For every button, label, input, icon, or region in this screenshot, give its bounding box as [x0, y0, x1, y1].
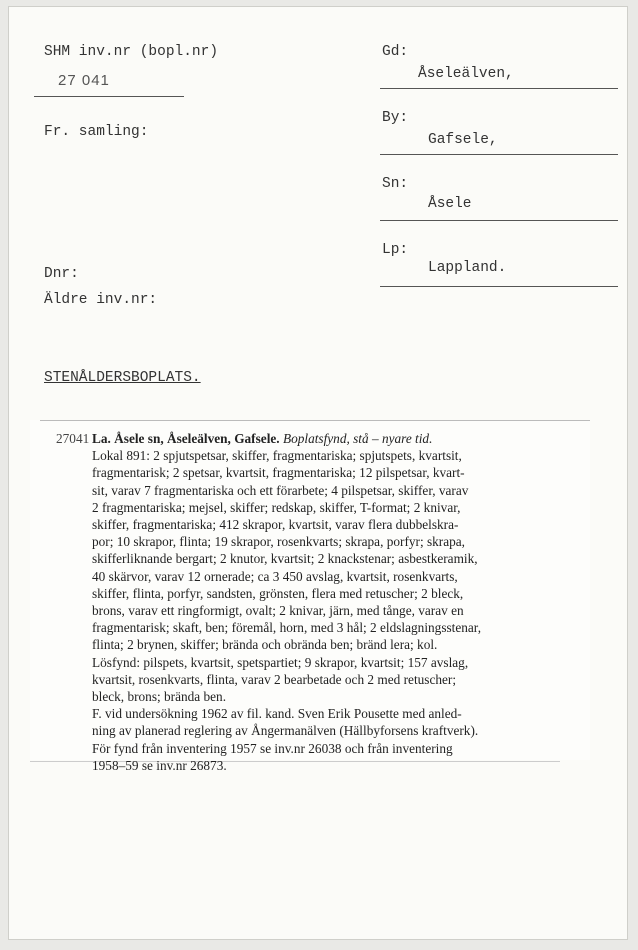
entry-line: Lokal 891: 2 spjutspetsar, skiffer, fragmentariska; spjutspets, kvartsit, — [92, 448, 462, 464]
entry-line: ning av planerad reglering av Ångermanälven (Hällbyforsens kraftverk). — [92, 723, 479, 739]
aldre-inv-label: Äldre inv.nr: — [44, 292, 158, 308]
entry-line: 40 skärvor, varav 12 ornerade; ca 3 450 avslag, kvartsit, rosenkvarts, — [92, 568, 458, 584]
entry-line: skiffer, flinta, porfyr, sandsten, grönsten, flera med retuscher; 2 bleck, — [92, 585, 464, 601]
shm-inv-label: SHM inv.nr (bopl.nr) — [44, 44, 219, 60]
entry-line: sit, varav 7 fragmentariska och ett förarbete; 4 pilspetsar, skiffer, varav — [92, 482, 469, 498]
sn-value: Åsele — [428, 196, 472, 212]
by-value: Gafsele, — [428, 132, 498, 148]
entry-line: För fynd från inventering 1957 se inv.nr 26038 och från inventering — [92, 740, 453, 756]
entry-line: kvartsit, rosenkvarts, flinta, varav 2 bearbetade och 2 med retuscher; — [92, 671, 457, 687]
entry-line: flinta; 2 brynen, skiffer; brända och obrända ben; bränd lera; kol. — [92, 637, 438, 653]
entry-line: skiffer, fragmentariska; 412 skrapor, kvartsit, varav flera dubbelskra- — [92, 517, 459, 533]
by-label: By: — [382, 110, 409, 126]
by-rule — [380, 154, 618, 155]
lp-label: Lp: — [382, 242, 409, 258]
inventory-number: 27 041 — [58, 72, 110, 89]
entry-number: 27041 — [56, 431, 90, 446]
entry-line: Lösfynd: pilspets, kvartsit, spetspartiet; 9 skrapor, kvartsit; 157 avslag, — [92, 654, 469, 670]
lp-rule — [380, 286, 618, 287]
gd-rule — [380, 88, 618, 89]
gd-value: Åseleälven, — [418, 66, 514, 82]
entry-line: 2 fragmentariska; mejsel, skiffer; redskap, skiffer, T-format; 2 knivar, — [92, 499, 461, 515]
entry-line: fragmentarisk; 2 spetsar, kvartsit, fragmentariska; 12 pilspetsar, kvart- — [92, 465, 465, 481]
entry-line: F. vid undersökning 1962 av fil. kand. Sven Erik Pousette med anled- — [92, 706, 462, 722]
gd-label: Gd: — [382, 44, 409, 60]
catalog-entry — [56, 430, 530, 774]
dnr-label: Dnr: — [44, 266, 79, 282]
entry-line: La. Åsele sn, Åseleälven, Gafsele. Boplatsfynd, stå – nyare tid. — [92, 431, 433, 446]
entry-line: 1958–59 se inv.nr 26873. — [92, 757, 227, 773]
clipping-top-edge — [40, 420, 590, 421]
section-heading: STENÅLDERSBOPLATS. — [44, 370, 201, 386]
inv-number-rule — [34, 96, 184, 97]
sn-label: Sn: — [382, 176, 409, 192]
entry-line: brons, varav ett ringformigt, ovalt; 2 knivar, järn, med tånge, varav en — [92, 603, 464, 619]
fr-samling-label: Fr. samling: — [44, 124, 149, 140]
entry-line: bleck, brons; brända ben. — [92, 689, 227, 705]
entry-line: por; 10 skrapor, flinta; 19 skrapor, rosenkvarts; skrapa, porfyr; skrapa, — [92, 534, 465, 550]
entry-line: fragmentarisk; skaft, ben; föremål, horn, med 3 hål; 2 eldslagningsstenar, — [92, 620, 482, 636]
entry-line: skifferliknande bergart; 2 knutor, kvartsit; 2 knackstenar; asbestkeramik, — [92, 551, 478, 567]
sn-rule — [380, 220, 618, 221]
lp-value: Lappland. — [428, 260, 507, 276]
